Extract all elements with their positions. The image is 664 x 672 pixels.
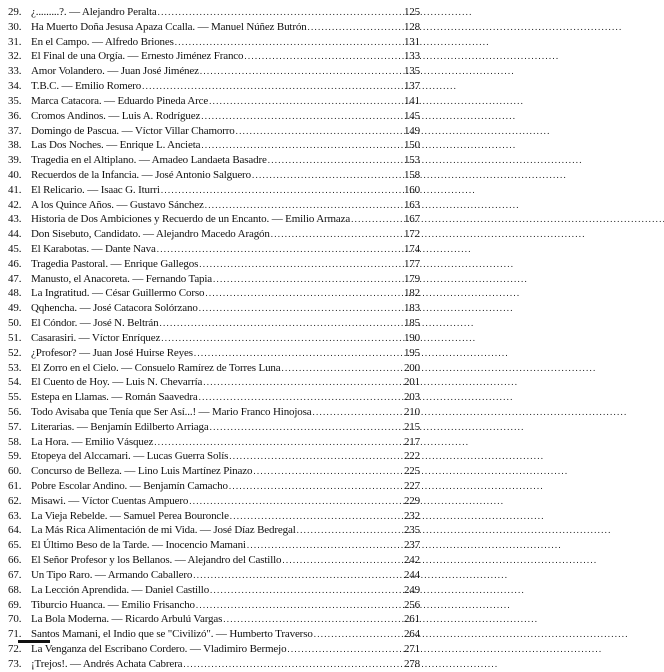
toc-row bbox=[8, 346, 420, 361]
toc-entry-page: 232 bbox=[403, 509, 420, 522]
toc-dot-leader bbox=[244, 49, 403, 64]
toc-row bbox=[8, 153, 420, 168]
toc-entry-page: 227 bbox=[403, 480, 420, 492]
toc-entry-number: 44. bbox=[8, 228, 22, 241]
toc-entry-number: 67. bbox=[8, 568, 22, 581]
toc-entry-number: 51. bbox=[8, 331, 22, 344]
toc-row bbox=[8, 657, 420, 672]
toc-entry-title: Domingo de Pascua. — Víctor Villar Chamorro bbox=[31, 124, 235, 137]
toc-row bbox=[8, 509, 420, 524]
toc-dot-leader bbox=[230, 509, 403, 524]
toc-row bbox=[8, 212, 420, 227]
toc-dot-leader bbox=[161, 331, 403, 346]
toc-row bbox=[8, 20, 420, 35]
toc-entry-page: 195 bbox=[403, 346, 420, 359]
toc-entry-page: 278 bbox=[403, 657, 420, 670]
toc-dot-leader bbox=[193, 568, 403, 583]
toc-entry-title: ¿.........?. — Alejandro Peralta bbox=[31, 6, 157, 18]
toc-entry-page: 153 bbox=[403, 154, 420, 167]
toc-entry-title: El Cóndor. — José N. Beltrán bbox=[31, 317, 159, 330]
toc-entry-page: 225 bbox=[403, 465, 420, 478]
toc-entry-page: 149 bbox=[403, 124, 420, 137]
toc-entry-number: 46. bbox=[8, 257, 22, 270]
toc-row bbox=[8, 420, 420, 435]
toc-entry-page: 242 bbox=[403, 554, 420, 567]
toc-dot-leader bbox=[201, 109, 403, 124]
toc-entry-title: Santos Mamani, el Indio que se "Civilizó". — Humberto Traverso bbox=[31, 628, 313, 641]
toc-entry-page: 125 bbox=[403, 6, 420, 18]
toc-entry-title: El Cuento de Hoy. — Luis N. Chevarría bbox=[31, 376, 203, 389]
toc-entry-number: 50. bbox=[8, 317, 22, 330]
toc-entry-page: 158 bbox=[403, 168, 420, 181]
toc-entry-page: 215 bbox=[403, 420, 420, 433]
toc-entry-number: 48. bbox=[8, 287, 22, 300]
toc-dot-leader bbox=[268, 153, 403, 168]
toc-entry-page: 200 bbox=[403, 361, 420, 374]
toc-entry-title: Las Dos Noches. — Enrique L. Ancieta bbox=[31, 139, 201, 152]
toc-row bbox=[8, 198, 420, 213]
toc-dot-leader bbox=[157, 242, 403, 257]
toc-dot-leader bbox=[194, 346, 403, 361]
toc-entry-page: 160 bbox=[403, 183, 420, 196]
toc-entry-title: Estepa en Llamas. — Román Saavedra bbox=[31, 391, 198, 404]
toc-row bbox=[8, 227, 420, 242]
toc-row bbox=[8, 494, 420, 509]
toc-row bbox=[8, 435, 420, 450]
toc-dot-leader bbox=[297, 523, 403, 538]
toc-entry-title: El Señor Profesor y los Bellanos. — Alejandro del Castillo bbox=[31, 554, 282, 567]
toc-entry-title: La Bola Moderna. — Ricardo Arbulú Vargas bbox=[31, 613, 223, 626]
toc-entry-number: 61. bbox=[8, 480, 22, 492]
toc-entry-number: 32. bbox=[8, 50, 22, 63]
toc-dot-leader bbox=[200, 64, 403, 79]
toc-row bbox=[8, 79, 420, 94]
toc-entry-title: El Karabotas. — Dante Nava bbox=[31, 243, 156, 255]
toc-entry-title: Marca Catacora. — Eduardo Pineda Arce bbox=[31, 94, 209, 107]
toc-dot-leader bbox=[159, 316, 402, 331]
toc-dot-leader bbox=[236, 124, 403, 139]
toc-entry-page: 174 bbox=[403, 243, 420, 255]
toc-entry-number: 71. bbox=[8, 628, 22, 641]
toc-entry-title: Recuerdos de la Infancia. — José Antonio Salguero bbox=[31, 168, 251, 181]
toc-entry-title: Etopeya del Alccamari. — Lucas Guerra Solís bbox=[31, 450, 229, 463]
toc-entry-number: 58. bbox=[8, 435, 22, 448]
toc-entry-title: Literarias. — Benjamín Edilberto Arriaga bbox=[31, 420, 209, 433]
toc-entry-title: T.B.C. — Emilio Romero bbox=[31, 80, 142, 93]
toc-entry-title: Ha Muerto Doña Jesusa Apaza Ccalla. — Manuel Núñez Butrón bbox=[31, 20, 307, 33]
toc-entry-number: 49. bbox=[8, 302, 22, 315]
toc-row bbox=[8, 272, 420, 287]
toc-dot-leader bbox=[229, 479, 403, 494]
toc-entry-title: El Último Beso de la Tarde. — Inocencio Mamani bbox=[31, 539, 246, 552]
toc-dot-leader bbox=[199, 390, 403, 405]
toc-entry-page: 249 bbox=[403, 583, 420, 596]
toc-dot-leader bbox=[203, 375, 403, 390]
toc-entry-number: 53. bbox=[8, 361, 22, 374]
toc-dot-leader bbox=[282, 361, 403, 376]
toc-dot-leader bbox=[154, 435, 403, 450]
toc-entry-page: 217 bbox=[403, 435, 420, 448]
toc-dot-leader bbox=[313, 405, 403, 420]
toc-entry-page: 150 bbox=[403, 139, 420, 152]
toc-dot-leader bbox=[252, 168, 403, 183]
toc-dot-leader bbox=[161, 183, 403, 198]
toc-row bbox=[8, 583, 420, 598]
toc-entry-title: Misawi. — Víctor Cuentas Ampuero bbox=[31, 494, 189, 507]
toc-dot-leader bbox=[183, 657, 403, 672]
toc-dot-leader bbox=[209, 94, 403, 109]
toc-entry-title: La Venganza del Escribano Cordero. — Vladimiro Bermejo bbox=[31, 642, 287, 655]
toc-row bbox=[8, 64, 420, 79]
toc-entry-page: 183 bbox=[403, 302, 420, 315]
toc-dot-leader bbox=[229, 449, 403, 464]
toc-dot-leader bbox=[247, 538, 403, 553]
toc-row bbox=[8, 375, 420, 390]
toc-dot-leader bbox=[196, 598, 403, 613]
toc-dot-leader bbox=[158, 5, 403, 20]
toc-entry-page: 222 bbox=[403, 450, 420, 463]
toc-entry-title: A los Quince Años. — Gustavo Sánchez bbox=[31, 198, 204, 211]
toc-dot-leader bbox=[282, 553, 403, 568]
toc-entry-title: La Ingratitud. — César Guillermo Corso bbox=[31, 287, 205, 300]
toc-entry-title: En el Campo. — Alfredo Briones bbox=[31, 35, 174, 48]
toc-dot-leader bbox=[271, 227, 403, 242]
toc-row bbox=[8, 361, 420, 376]
toc-row bbox=[8, 331, 420, 346]
toc-entry-title: Tragedia Pastoral. — Enrique Gallegos bbox=[31, 257, 199, 270]
toc-row bbox=[8, 109, 420, 124]
toc-row bbox=[8, 405, 420, 420]
toc-dot-leader bbox=[223, 612, 403, 627]
toc-row bbox=[8, 5, 420, 20]
toc-entry-page: 235 bbox=[403, 524, 420, 537]
toc-entry-number: 39. bbox=[8, 154, 22, 167]
toc-entry-page: 135 bbox=[403, 65, 420, 78]
toc-row bbox=[8, 124, 420, 139]
toc-entry-title: Amor Volandero. — Juan José Jiménez bbox=[31, 65, 199, 78]
toc-row bbox=[8, 538, 420, 553]
toc-entry-page: 179 bbox=[403, 272, 420, 285]
toc-entry-number: 69. bbox=[8, 598, 22, 611]
toc-row bbox=[8, 464, 420, 479]
toc-entry-number: 31. bbox=[8, 35, 22, 48]
toc-entry-title: Todo Avisaba que Tenía que Ser Así...! — Mario Franco Hinojosa bbox=[31, 405, 312, 418]
toc-row bbox=[8, 138, 420, 153]
toc-entry-title: El Final de una Orgía. — Ernesto Jiménez Franco bbox=[31, 50, 244, 63]
toc-entry-title: La Hora. — Emilio Vásquez bbox=[31, 435, 154, 448]
toc-entry-number: 54. bbox=[8, 376, 22, 389]
toc-entry-number: 43. bbox=[8, 213, 22, 226]
toc-entry-page: 190 bbox=[403, 331, 420, 344]
toc-entry-number: 73. bbox=[8, 657, 22, 670]
toc-entry-number: 56. bbox=[8, 405, 22, 418]
toc-entry-number: 57. bbox=[8, 420, 22, 433]
toc-entry-page: 133 bbox=[403, 50, 420, 63]
toc-dot-leader bbox=[199, 301, 403, 316]
toc-entry-number: 35. bbox=[8, 94, 22, 107]
toc-entry-title: ¡Trejos!. — Andrés Achata Cabrera bbox=[31, 657, 183, 670]
toc-entry-number: 47. bbox=[8, 272, 22, 285]
toc-entry-title: ¿Profesor? — Juan José Huirse Reyes bbox=[31, 346, 193, 359]
toc-entry-number: 30. bbox=[8, 20, 22, 33]
toc-entry-number: 60. bbox=[8, 465, 22, 478]
toc-entry-title: Concurso de Belleza. — Lino Luis Martínez Pinazo bbox=[31, 465, 253, 478]
table-of-contents bbox=[8, 5, 420, 672]
toc-dot-leader bbox=[287, 642, 403, 657]
toc-entry-title: Casarasiri. — Víctor Enríquez bbox=[31, 331, 161, 344]
toc-dot-leader bbox=[205, 198, 403, 213]
toc-entry-number: 63. bbox=[8, 509, 22, 522]
toc-row bbox=[8, 242, 420, 257]
toc-row bbox=[8, 301, 420, 316]
toc-entry-page: 185 bbox=[403, 317, 420, 330]
toc-row bbox=[8, 183, 420, 198]
toc-row bbox=[8, 390, 420, 405]
toc-entry-title: Qqhencha. — José Catacora Solórzano bbox=[31, 302, 198, 315]
toc-entry-number: 65. bbox=[8, 539, 22, 552]
toc-dot-leader bbox=[189, 494, 403, 509]
toc-entry-page: 271 bbox=[403, 642, 420, 655]
toc-dot-leader bbox=[205, 286, 403, 301]
toc-entry-page: 261 bbox=[403, 613, 420, 626]
toc-entry-page: 203 bbox=[403, 391, 420, 404]
toc-entry-number: 59. bbox=[8, 450, 22, 463]
toc-entry-page: 201 bbox=[403, 376, 420, 389]
toc-entry-title: La Más Rica Alimentación de mi Vida. — José Díaz Bedregal bbox=[31, 524, 296, 537]
toc-row bbox=[8, 568, 420, 583]
toc-row bbox=[8, 523, 420, 538]
toc-dot-leader bbox=[351, 212, 403, 227]
toc-row bbox=[8, 553, 420, 568]
toc-row bbox=[8, 316, 420, 331]
page-edge-mark bbox=[18, 640, 50, 643]
toc-entry-number: 38. bbox=[8, 139, 22, 152]
toc-entry-title: Pobre Escolar Andino. — Benjamín Camacho bbox=[31, 480, 228, 492]
toc-row bbox=[8, 449, 420, 464]
toc-entry-page: 244 bbox=[403, 568, 420, 581]
toc-row bbox=[8, 257, 420, 272]
toc-row bbox=[8, 598, 420, 613]
toc-dot-leader bbox=[142, 79, 403, 94]
toc-entry-page: 229 bbox=[403, 494, 420, 507]
toc-entry-title: La Vieja Rebelde. — Samuel Perea Bouroncle bbox=[31, 509, 229, 522]
toc-dot-leader bbox=[210, 583, 403, 598]
toc-entry-number: 36. bbox=[8, 109, 22, 122]
toc-row bbox=[8, 49, 420, 64]
toc-entry-page: 141 bbox=[403, 94, 420, 107]
toc-dot-leader bbox=[199, 257, 403, 272]
toc-entry-number: 29. bbox=[8, 6, 22, 18]
toc-entry-page: 172 bbox=[403, 228, 420, 241]
toc-entry-number: 55. bbox=[8, 391, 22, 404]
toc-entry-page: 256 bbox=[403, 598, 420, 611]
toc-entry-page: 137 bbox=[403, 80, 420, 93]
toc-entry-page: 128 bbox=[403, 20, 420, 33]
toc-row bbox=[8, 642, 420, 657]
toc-entry-number: 52. bbox=[8, 346, 22, 359]
toc-entry-title: Historia de Dos Ambiciones y Recuerdo de un Encanto. — Emilio Armaza bbox=[31, 213, 351, 226]
toc-entry-page: 131 bbox=[403, 35, 420, 48]
toc-entry-number: 70. bbox=[8, 613, 22, 626]
toc-row bbox=[8, 627, 420, 642]
toc-entry-title: El Relicario. — Isaac G. Iturri bbox=[31, 183, 160, 196]
toc-entry-page: 177 bbox=[403, 257, 420, 270]
toc-entry-number: 42. bbox=[8, 198, 22, 211]
toc-entry-title: La Lección Aprendida. — Daniel Castillo bbox=[31, 583, 210, 596]
toc-dot-leader bbox=[314, 627, 403, 642]
toc-dot-leader bbox=[308, 20, 403, 35]
toc-entry-number: 45. bbox=[8, 243, 22, 255]
toc-dot-leader bbox=[201, 138, 403, 153]
toc-entry-number: 33. bbox=[8, 65, 22, 78]
toc-entry-number: 40. bbox=[8, 168, 22, 181]
toc-entry-title: Manusto, el Anacoreta. — Fernando Tapia bbox=[31, 272, 213, 285]
toc-entry-number: 68. bbox=[8, 583, 22, 596]
toc-entry-number: 34. bbox=[8, 80, 22, 93]
toc-entry-number: 66. bbox=[8, 554, 22, 567]
toc-entry-title: Don Sisebuto, Candidato. — Alejandro Macedo Aragón bbox=[31, 228, 270, 241]
toc-entry-number: 62. bbox=[8, 494, 22, 507]
toc-entry-page: 264 bbox=[403, 628, 420, 641]
toc-entry-title: Un Tipo Raro. — Armando Caballero bbox=[31, 568, 193, 581]
toc-entry-number: 41. bbox=[8, 183, 22, 196]
toc-row bbox=[8, 612, 420, 627]
toc-entry-page: 167 bbox=[403, 213, 420, 226]
toc-row bbox=[8, 479, 420, 494]
toc-entry-page: 145 bbox=[403, 109, 420, 122]
toc-entry-title: Tragedia en el Altiplano. — Amadeo Landaeta Basadre bbox=[31, 154, 267, 167]
toc-entry-title: El Zorro en el Cielo. — Consuelo Ramírez de Torres Luna bbox=[31, 361, 281, 374]
toc-row bbox=[8, 286, 420, 301]
toc-dot-leader bbox=[253, 464, 403, 479]
toc-entry-number: 72. bbox=[8, 642, 22, 655]
toc-dot-leader bbox=[213, 272, 403, 287]
toc-entry-title: Cromos Andinos. — Luis A. Rodríguez bbox=[31, 109, 201, 122]
toc-entry-page: 237 bbox=[403, 539, 420, 552]
toc-entry-number: 64. bbox=[8, 524, 22, 537]
toc-dot-leader bbox=[210, 420, 403, 435]
toc-row bbox=[8, 168, 420, 183]
toc-entry-page: 182 bbox=[403, 287, 420, 300]
toc-row bbox=[8, 35, 420, 50]
toc-entry-page: 163 bbox=[403, 198, 420, 211]
toc-entry-page: 210 bbox=[403, 405, 420, 418]
toc-entry-title: Tiburcio Huanca. — Emilio Frisancho bbox=[31, 598, 195, 611]
toc-dot-leader bbox=[175, 35, 403, 50]
toc-entry-number: 37. bbox=[8, 124, 22, 137]
toc-row bbox=[8, 94, 420, 109]
